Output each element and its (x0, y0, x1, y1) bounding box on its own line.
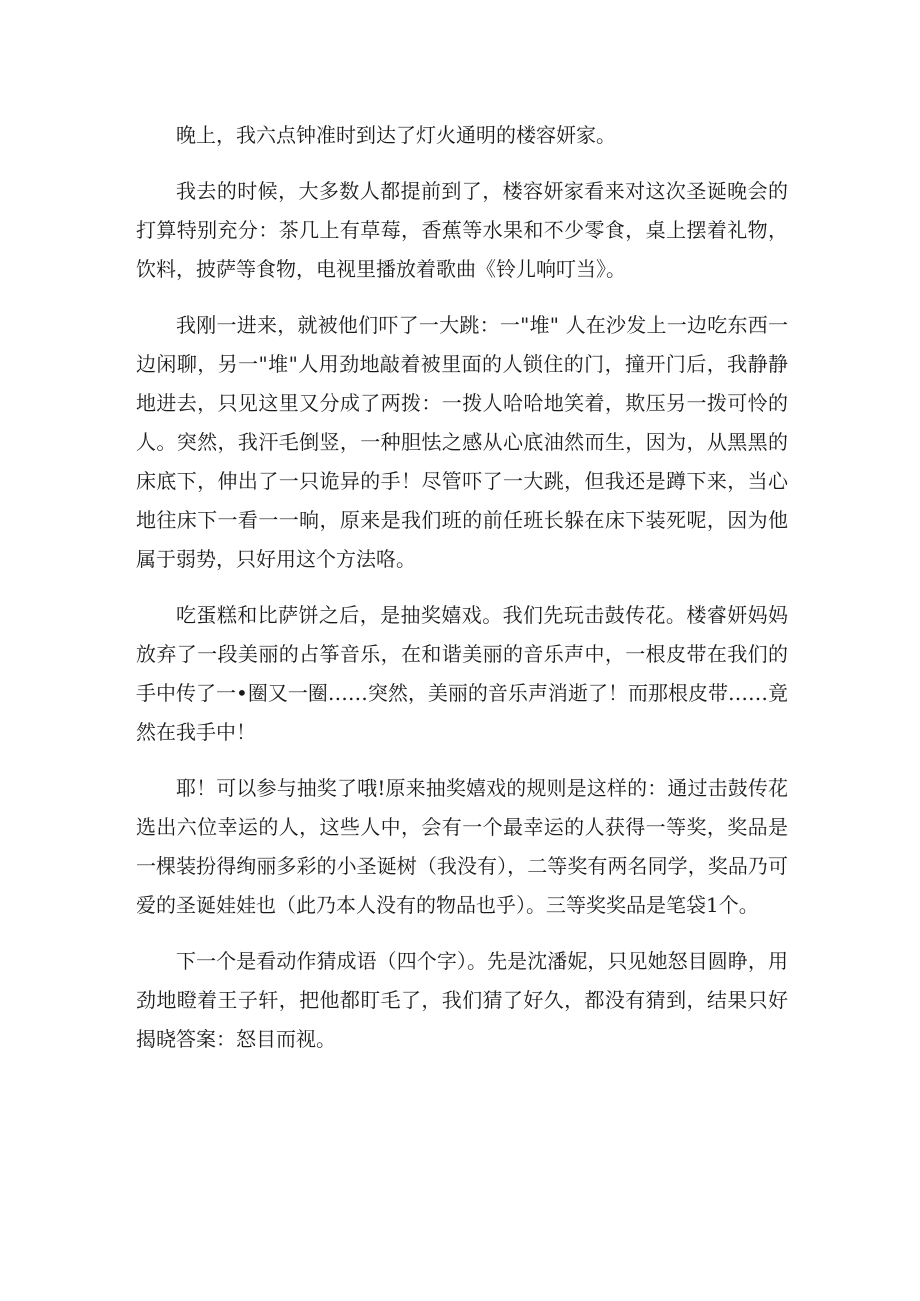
paragraph-2: 我去的时候，大多数人都提前到了，楼容妍家看来对这次圣诞晚会的打算特别充分：茶几上有草莓，香蕉等水果和不少零食，桌上摆着礼物，饮料，披萨等食物，电视里播放着歌曲《铃儿响叮当》。 (136, 179, 788, 281)
paragraph-1: 晚上，我六点钟准时到达了灯火通明的楼容妍家。 (176, 123, 616, 147)
document-body (136, 116, 788, 1076)
paragraph-6: 下一个是看动作猜成语（四个字）。先是沈潘妮，只见她怒目圆睁，用劲地瞪着王子轩，把他都盯毛了，我们猜了好久，都没有猜到，结果只好揭晓答案：怒目而视。 (136, 949, 788, 1051)
paragraph-3: 我刚一进来，就被他们吓了一大跳：一"堆" 人在沙发上一边吃东西一边闲聊，另一"堆"人用劲地敲着被里面的人锁住的门，撞开门后，我静静地进去，只见这里又分成了两拨：一拨人哈哈地笑着，欺压另一拨可怜的人。突然，我汗毛倒竖，一种胆怯之感从心底油然而生，因为，从黑黑的床底下，伸出了一只诡异的手！尽管吓了一大跳，但我还是蹲下来，当心地往床下一看一一晌，原来是我们班的前任班长躲在床下装死呢，因为他属于弱势，只好用这个方法咯。 (136, 313, 788, 571)
paragraph-5: 耶！可以参与抽奖了哦!原来抽奖嬉戏的规则是这样的：通过击鼓传花选出六位幸运的人，这些人中，会有一个最幸运的人获得一等奖，奖品是一棵装扮得绚丽多彩的小圣诞树（我没有），二等奖有两名同学，奖品乃可爱的圣诞娃娃也（此乃本人没有的物品也乎）。三等奖奖品是笔袋1个。 (136, 776, 788, 917)
paragraph-4: 吃蛋糕和比萨饼之后，是抽奖嬉戏。我们先玩击鼓传花。楼睿妍妈妈放弃了一段美丽的占筝音乐，在和谐美丽的音乐声中，一根皮带在我们的手中传了一•圈又一圈……突然，美丽的音乐声消逝了！而那根皮带……竟然在我手中！ (136, 603, 788, 744)
